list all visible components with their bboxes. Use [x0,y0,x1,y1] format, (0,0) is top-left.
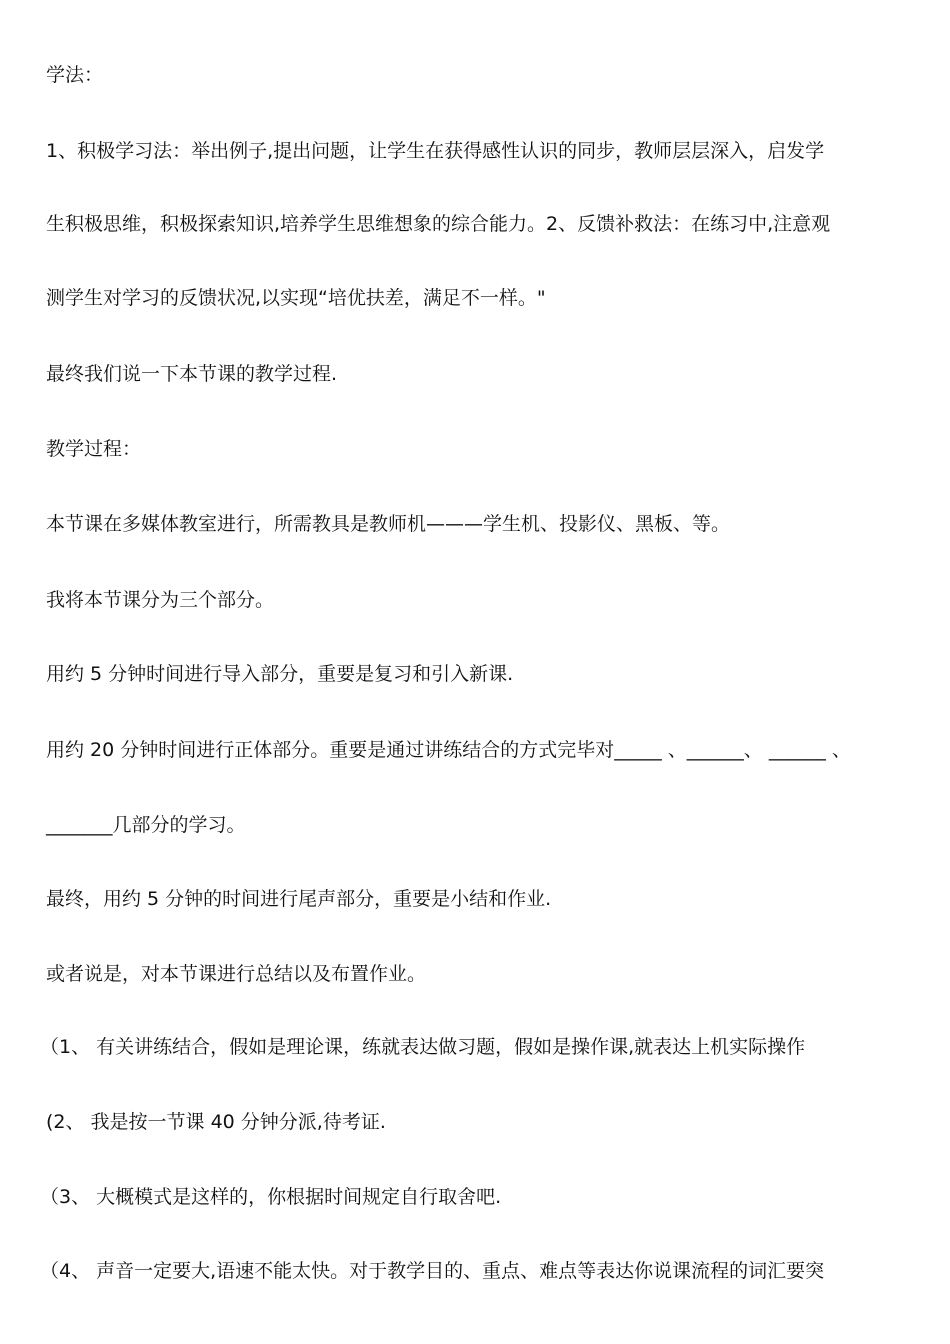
note-item-1: （1、 有关讲练结合，假如是理论课，练就表达做习题，假如是操作课,就表达上机实际操作 [40,1036,806,1058]
paragraph-line-6: 本节课在多媒体教室进行，所需教具是教师机———学生机、投影仪、黑板、等。 [46,513,731,535]
paragraph-line-7: 我将本节课分为三个部分。 [46,589,275,611]
paragraph-line-8: 用约 5 分钟时间进行导入部分，重要是复习和引入新课. [46,663,514,685]
paragraph-line-11: 最终，用约 5 分钟的时间进行尾声部分，重要是小结和作业. [46,888,552,910]
paragraph-line-3: 测学生对学习的反馈状况,以实现“培优扶差，满足不一样。" [46,287,546,309]
paragraph-line-2: 生积极思维，积极探索知识,培养学生思维想象的综合能力。2、反馈补救法：在练习中,注意观 [46,213,831,235]
note-item-3: （3、 大概模式是这样的，你根据时间规定自行取舍吧. [40,1186,502,1208]
section-heading-teaching-process: 教学过程： [46,438,142,460]
section-heading-study-method: 学法： [46,64,104,86]
paragraph-line-9: 用约 20 分钟时间进行正体部分。重要是通过讲练结合的方式完毕对_____ 、______、 ______ 、 [46,739,851,761]
paragraph-line-12: 或者说是，对本节课进行总结以及布置作业。 [46,963,427,985]
note-item-4: （4、 声音一定要大,语速不能太快。对于教学目的、重点、难点等表达你说课流程的词汇要突 [40,1260,825,1282]
paragraph-line-4: 最终我们说一下本节课的教学过程. [46,363,338,385]
paragraph-line-1: 1、积极学习法：举出例子,提出问题，让学生在获得感性认识的同步，教师层层深入，启发学 [46,140,825,162]
paragraph-line-10: _______几部分的学习。 [46,814,246,836]
note-item-2: (2、 我是按一节课 40 分钟分派,待考证. [46,1111,386,1133]
